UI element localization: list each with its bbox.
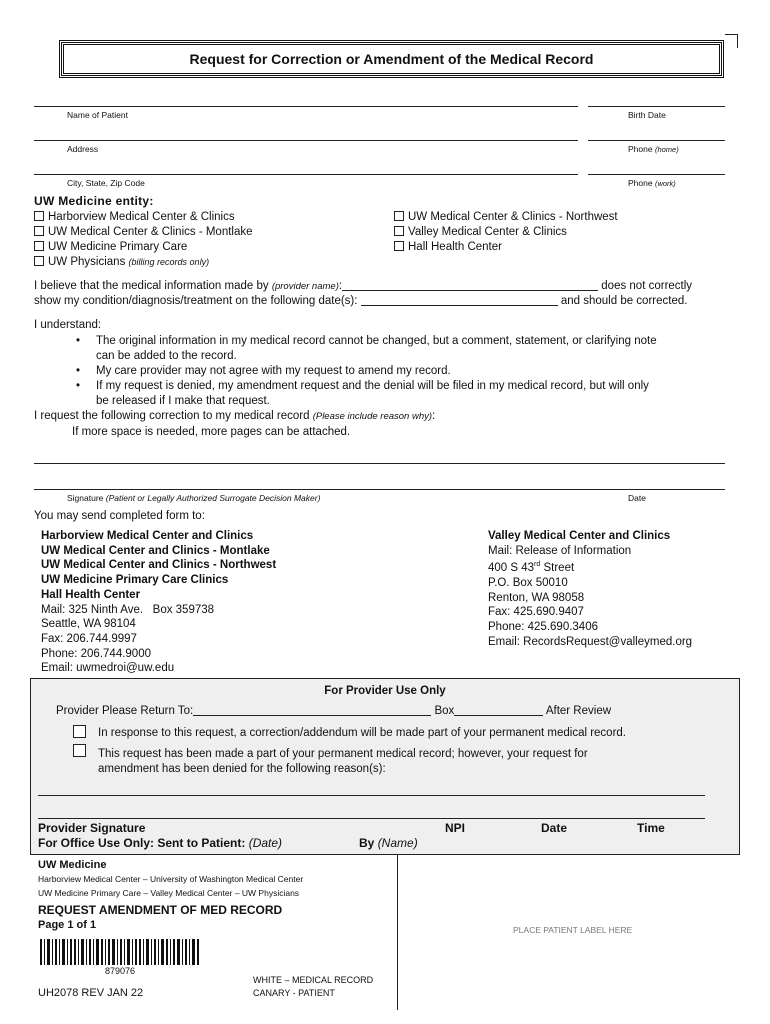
entity-option[interactable]: UW Physicians (billing records only) bbox=[34, 255, 253, 270]
send-right-address bbox=[488, 529, 692, 649]
checkbox[interactable] bbox=[394, 226, 404, 236]
entity-right-list bbox=[394, 210, 618, 255]
address-line: Harborview Medical Center and Clinics bbox=[41, 530, 254, 542]
footer-line-1: Harborview Medical Center – University of Washington Medical Center bbox=[38, 874, 304, 884]
send-intro: You may send completed form to: bbox=[34, 510, 205, 522]
understand-list bbox=[34, 334, 734, 409]
provider-name-field[interactable] bbox=[342, 280, 598, 291]
entity-left-list bbox=[34, 210, 253, 270]
footer-form-title: REQUEST AMENDMENT OF MED RECORD bbox=[38, 903, 283, 917]
checkbox[interactable] bbox=[34, 256, 44, 266]
npi-label: NPI bbox=[445, 821, 466, 835]
birth-date-line[interactable] bbox=[588, 106, 725, 107]
phone-work-label: Phone (work) bbox=[628, 178, 676, 188]
address-line: Mail: Release of Information bbox=[488, 544, 632, 557]
entity-heading: UW Medicine entity: bbox=[34, 194, 154, 208]
signature-date-label: Date bbox=[628, 493, 646, 503]
option-1-checkbox[interactable] bbox=[73, 725, 86, 738]
phone-home-label: Phone (home) bbox=[628, 144, 679, 154]
address-line: Fax: 425.690.9407 bbox=[488, 606, 584, 619]
corner-mark bbox=[725, 34, 738, 48]
address-line: UW Medical Center and Clinics - Montlake bbox=[41, 544, 270, 557]
form-code: UH2078 REV JAN 22 bbox=[38, 987, 144, 999]
footer-line-2: UW Medicine Primary Care – Valley Medical Center – UW Physicians bbox=[38, 888, 300, 898]
patient-label-placeholder: PLACE PATIENT LABEL HERE bbox=[513, 925, 633, 935]
provider-time-label: Time bbox=[637, 821, 665, 835]
copy-white: WHITE – MEDICAL RECORD bbox=[253, 975, 374, 985]
bullet-item: • The original information in my medical record cannot be changed, but a comment, statement, or clarifying note can be added to the record. bbox=[34, 334, 734, 364]
email-link[interactable]: Email: uwmedroi@uw.edu bbox=[41, 662, 175, 675]
email-link[interactable]: Email: RecordsRequest@valleymed.org bbox=[488, 635, 693, 648]
entity-option[interactable]: UW Medicine Primary Care bbox=[34, 240, 253, 255]
name-label: Name of Patient bbox=[67, 110, 128, 120]
entity-option[interactable]: Valley Medical Center & Clinics bbox=[394, 225, 618, 240]
option-1-text: In response to this request, a correction/addendum will be made part of your permanent medical record. bbox=[98, 727, 627, 739]
provider-date-label: Date bbox=[541, 821, 568, 835]
address-line: Hall Health Center bbox=[41, 588, 141, 601]
checkbox[interactable] bbox=[394, 211, 404, 221]
checkbox[interactable] bbox=[34, 241, 44, 251]
title-box bbox=[61, 42, 722, 76]
more-space-note: If more space is needed, more pages can be attached. bbox=[72, 426, 351, 438]
provider-signature-line[interactable] bbox=[38, 818, 705, 819]
entity-option[interactable]: Hall Health Center bbox=[394, 240, 618, 255]
address-line: Phone: 425.690.3406 bbox=[488, 621, 598, 634]
address-line: 400 S 43rd Street bbox=[488, 561, 575, 575]
signature-line[interactable] bbox=[34, 489, 725, 490]
address-line: UW Medicine Primary Care Clinics bbox=[41, 574, 229, 587]
checkbox[interactable] bbox=[394, 241, 404, 251]
address-line: Renton, WA 98058 bbox=[488, 591, 585, 604]
address-line[interactable] bbox=[34, 140, 578, 141]
barcode bbox=[40, 939, 200, 965]
office-use-line: For Office Use Only: Sent to Patient: (Date) bbox=[38, 836, 283, 850]
correction-line[interactable] bbox=[34, 463, 725, 464]
address-line: UW Medical Center and Clinics - Northwest bbox=[41, 559, 277, 572]
address-line: Mail: 325 Ninth Ave. Box 359738 bbox=[41, 603, 215, 616]
belief-line-1: I believe that the medical information made by (provider name): does not correctly bbox=[34, 280, 693, 292]
page-title: Request for Correction or Amendment of the Medical Record bbox=[189, 51, 594, 67]
city-line[interactable] bbox=[34, 174, 578, 175]
reason-line[interactable] bbox=[38, 795, 705, 796]
city-label: City, State, Zip Code bbox=[67, 178, 145, 188]
return-to-field[interactable] bbox=[193, 705, 431, 716]
footer-org: UW Medicine bbox=[38, 859, 107, 871]
belief-line-2: show my condition/diagnosis/treatment on the following date(s): and should be corrected. bbox=[34, 295, 688, 307]
option-2-text: This request has been made a part of your permanent medical record; however, your request for amendment has been denied for the following reason(s): bbox=[98, 748, 588, 775]
phone-home-line[interactable] bbox=[588, 140, 725, 141]
signature-label: Signature (Patient or Legally Authorized Surrogate Decision Maker) bbox=[67, 493, 321, 503]
checkbox[interactable] bbox=[34, 226, 44, 236]
checkbox[interactable] bbox=[34, 211, 44, 221]
send-left-address bbox=[41, 529, 276, 676]
request-line: I request the following correction to my medical record (Please include reason why): bbox=[34, 410, 436, 422]
address-line: Valley Medical Center and Clinics bbox=[488, 530, 671, 542]
entity-option[interactable]: UW Medical Center & Clinics - Northwest bbox=[394, 210, 618, 225]
address-label: Address bbox=[67, 144, 99, 154]
footer-divider bbox=[397, 855, 398, 1010]
understand-heading: I understand: bbox=[34, 319, 102, 331]
address-line: Fax: 206.744.9997 bbox=[41, 632, 137, 645]
entity-option[interactable]: Harborview Medical Center & Clinics bbox=[34, 210, 253, 225]
footer-page: Page 1 of 1 bbox=[38, 919, 97, 931]
option-2-checkbox[interactable] bbox=[73, 744, 86, 757]
dates-field[interactable] bbox=[361, 295, 558, 306]
bullet-item: • If my request is denied, my amendment request and the denial will be filed in my medical record, but will only be released if I make that request. bbox=[34, 379, 734, 409]
phone-work-line[interactable] bbox=[588, 174, 725, 175]
address-line: P.O. Box 50010 bbox=[488, 576, 568, 589]
bullet-item: • My care provider may not agree with my request to amend my record. bbox=[34, 364, 734, 379]
office-by-line: By (Name) bbox=[359, 836, 418, 850]
birth-date-label: Birth Date bbox=[628, 110, 666, 120]
barcode-number: 879076 bbox=[104, 966, 136, 976]
provider-return-line: Provider Please Return To: Box After Review bbox=[56, 705, 612, 717]
address-line: Phone: 206.744.9000 bbox=[41, 647, 151, 660]
address-line: Seattle, WA 98104 bbox=[41, 618, 136, 631]
patient-name-line[interactable] bbox=[34, 106, 578, 107]
provider-signature-label: Provider Signature bbox=[38, 821, 146, 835]
copy-canary: CANARY - PATIENT bbox=[253, 988, 335, 998]
provider-heading: For Provider Use Only bbox=[324, 685, 446, 697]
entity-option[interactable]: UW Medical Center & Clinics - Montlake bbox=[34, 225, 253, 240]
box-field[interactable] bbox=[454, 705, 543, 716]
